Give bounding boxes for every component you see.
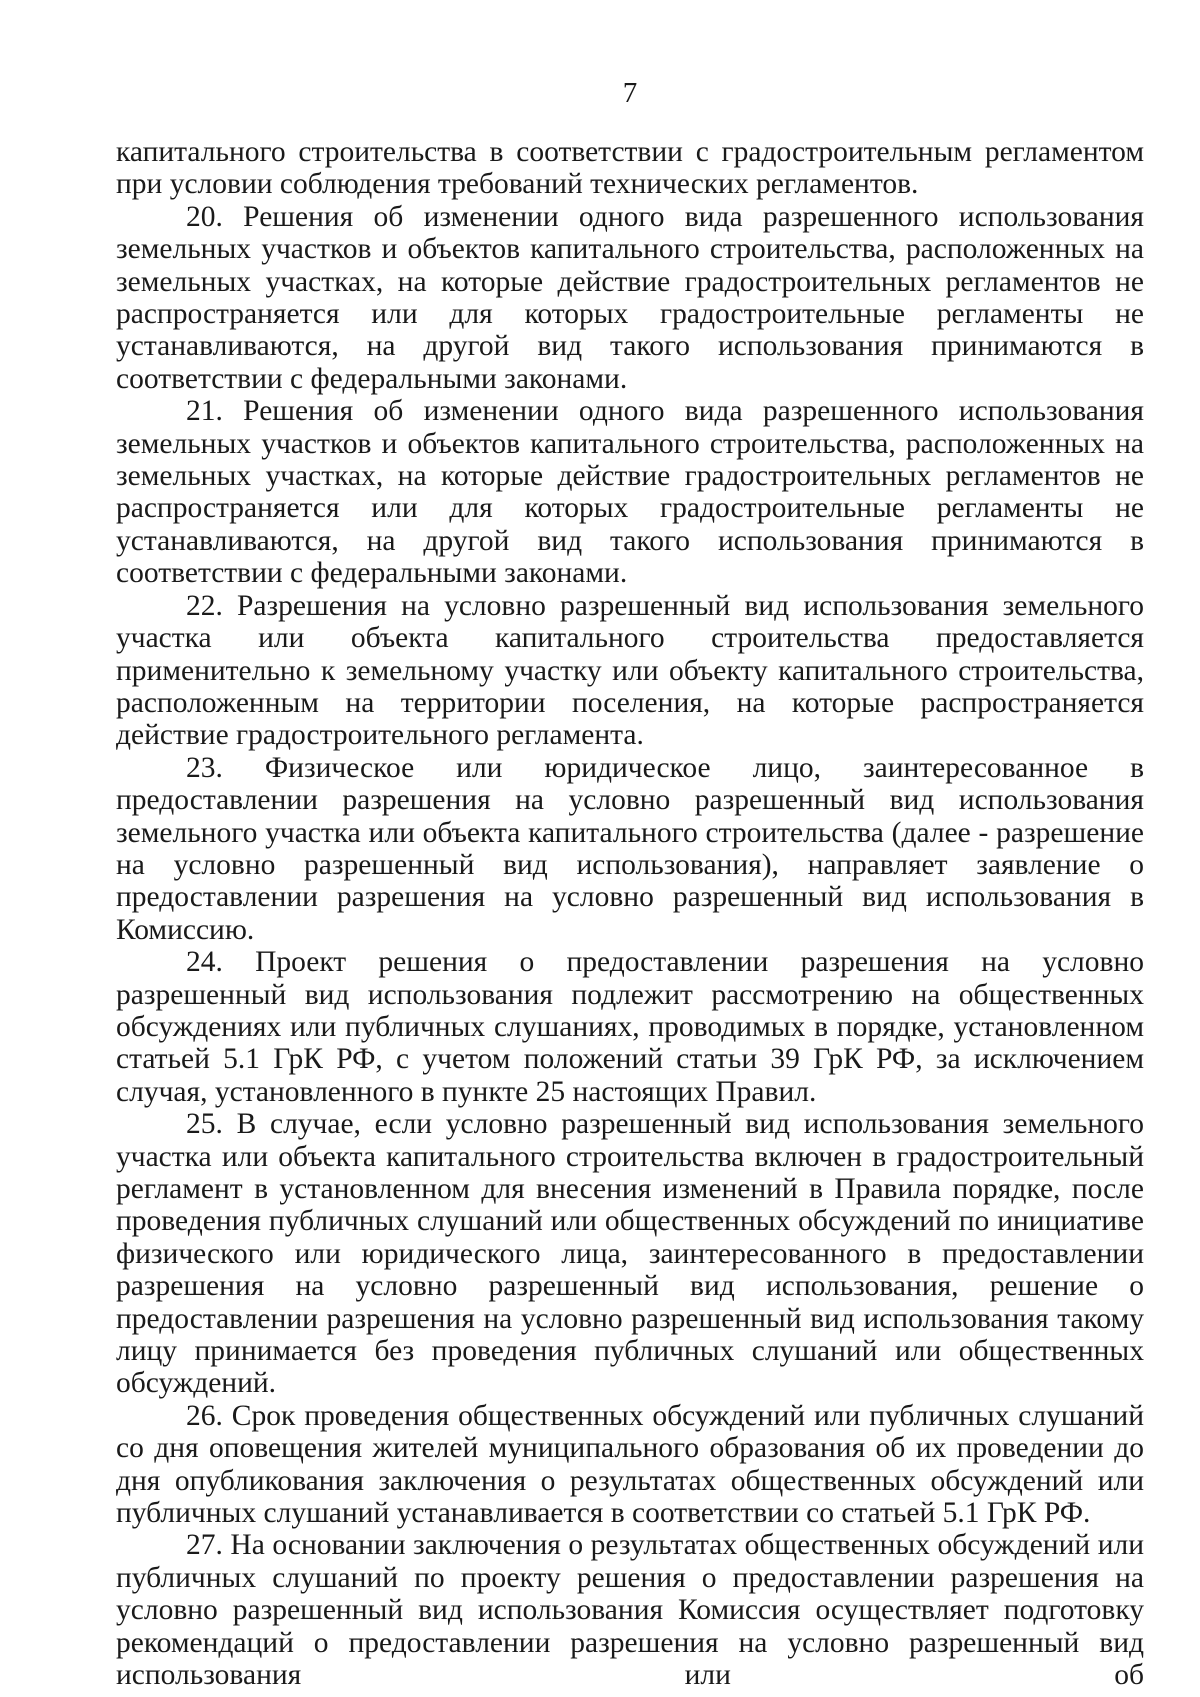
paragraph-continuation: капитального строительства в соответствии с градостроительным регламентом при условии соблюдения требований технических регламентов.	[116, 136, 1144, 201]
paragraph-23: 23. Физическое или юридическое лицо, заинтересованное в предоставлении разрешения на условно разрешенный вид использования земельного участка или объекта капитального строительства (далее - разрешение на условно разрешенный вид использования), направляет заявление о предоставлении разрешения на условно разрешенный вид использования в Комиссию.	[116, 751, 1144, 946]
paragraph-27: 27. На основании заключения о результатах общественных обсуждений или публичных слушаний по проекту решения о предоставлении разрешения на условно разрешенный вид использования Комиссия осуществляет подготовку рекомендаций о предоставлении разрешения на условно разрешенный вид использования или об	[116, 1529, 1144, 1692]
paragraph-24: 24. Проект решения о предоставлении разрешения на условно разрешенный вид использования подлежит рассмотрению на общественных обсуждениях или публичных слушаниях, проводимых в порядке, установленном статьей 5.1 ГрК РФ, с учетом положений статьи 39 ГрК РФ, за исключением случая, установленного в пункте 25 настоящих Правил.	[116, 946, 1144, 1108]
document-body	[116, 136, 1144, 1692]
paragraph-25: 25. В случае, если условно разрешенный вид использования земельного участка или объекта капитального строительства включен в градостроительный регламент в установленном для внесения изменений в Правила порядке, после проведения публичных слушаний или общественных обсуждений по инициативе физического или юридического лица, заинтересованного в предоставлении разрешения на условно разрешенный вид использования, решение о предоставлении разрешения на условно разрешенный вид использования такому лицу принимается без проведения публичных слушаний или общественных обсуждений.	[116, 1108, 1144, 1400]
page-number: 7	[622, 77, 638, 109]
paragraph-22: 22. Разрешения на условно разрешенный вид использования земельного участка или объекта капитального строительства предоставляется применительно к земельному участку или объекту капитального строительства, расположенным на территории поселения, на которые распространяется действие градостроительного регламента.	[116, 589, 1144, 752]
paragraph-21: 21. Решения об изменении одного вида разрешенного использования земельных участков и объектов капитального строительства, расположенных на земельных участках, на которые действие градостроительных регламентов не распространяется или для которых градостроительные регламенты не устанавливаются, на другой вид такого использования принимаются в соответствии с федеральными законами.	[116, 395, 1144, 590]
paragraph-20: 20. Решения об изменении одного вида разрешенного использования земельных участков и объектов капитального строительства, расположенных на земельных участках, на которые действие градостроительных регламентов не распространяется или для которых градостроительные регламенты не устанавливаются, на другой вид такого использования принимаются в соответствии с федеральными законами.	[116, 200, 1144, 395]
paragraph-26: 26. Срок проведения общественных обсуждений или публичных слушаний со дня оповещения жителей муниципального образования об их проведении до дня опубликования заключения о результатах общественных обсуждений или публичных слушаний устанавливается в соответствии со статьей 5.1 ГрК РФ.	[116, 1399, 1144, 1530]
